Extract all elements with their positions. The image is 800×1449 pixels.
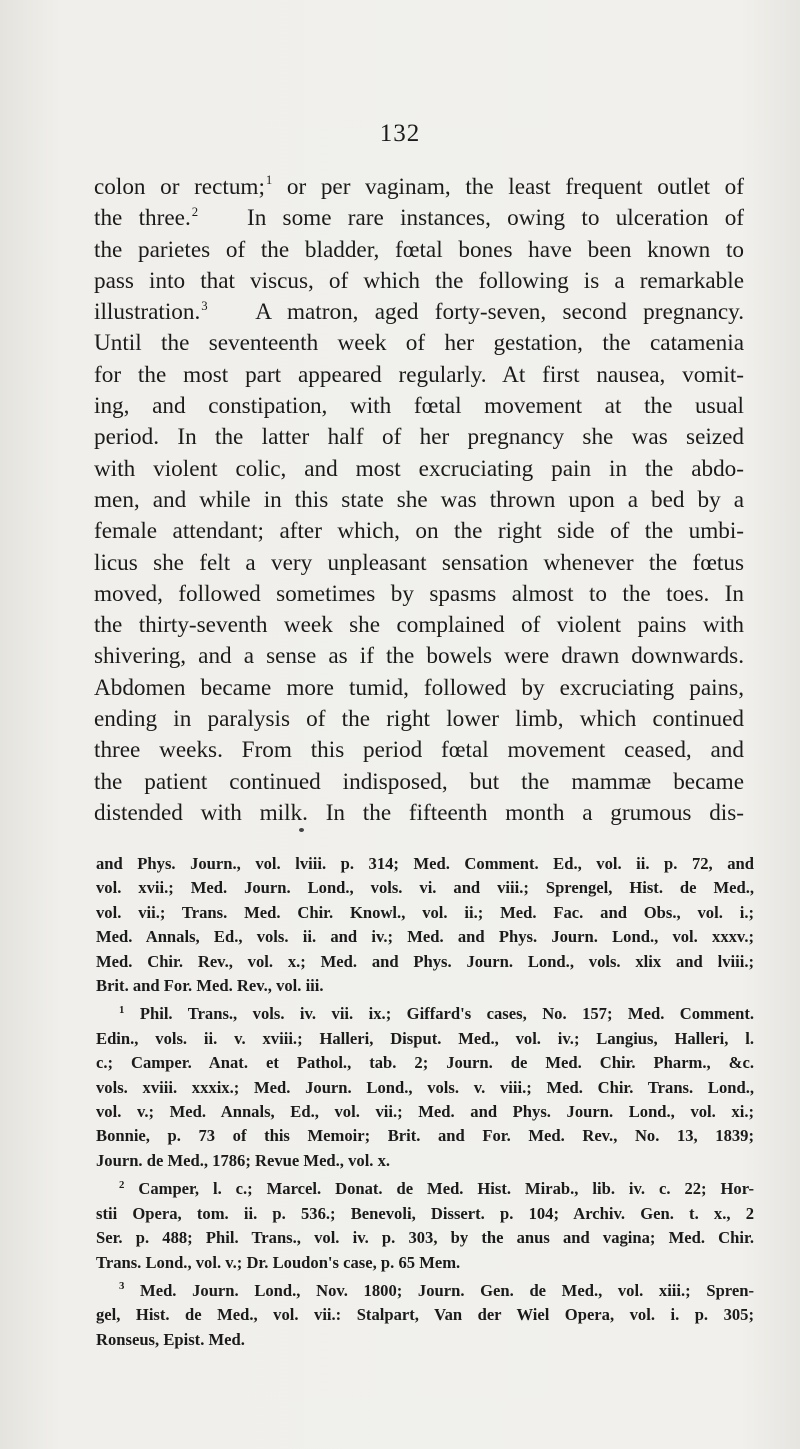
main-text: [94, 172, 744, 829]
text-line: [94, 172, 744, 203]
footnote-line: stii Opera, tom. ii. p. 536.; Benevoli, Dissert. p. 104; Archiv. Gen. t. x., 2: [96, 1203, 754, 1223]
footnote-line: [96, 1279, 754, 1303]
text-fragment: or per vaginam, the least frequent outlet of: [286, 174, 744, 200]
footnote-line: Ser. p. 488; Phil. Trans., vol. iv. p. 303, by the anus and vagina; Med. Chir.: [96, 1228, 754, 1248]
page-number: 132: [379, 120, 421, 147]
footnotes: [96, 852, 754, 1356]
footnote-text: Camper, l. c.; Marcel. Donat. de Med. Hist. Mirab., lib. iv. c. 22; Hor-: [138, 1179, 754, 1199]
footnote-1: [96, 1002, 754, 1173]
text-line: ing, and constipation, with fœtal movement at the usual: [94, 393, 744, 420]
text-fragment: illustration.: [94, 299, 201, 326]
footnote-line: vol. v.; Med. Annals, Ed., vol. vii.; Med. and Phys. Journ. Lond., vol. xi.;: [96, 1102, 754, 1122]
footnote-line: gel, Hist. de Med., vol. vii.: Stalpart, Van der Wiel Opera, vol. i. p. 305;: [96, 1305, 754, 1325]
footnote-line: vol. vii.; Trans. Med. Chir. Knowl., vol. ii.; Med. Fac. and Obs., vol. i.;: [96, 902, 754, 922]
footnote-line: Edin., vols. ii. v. xviii.; Halleri, Disput. Med., vol. iv.; Langius, Halleri, l.: [96, 1028, 754, 1048]
footnote-ref-3[interactable]: 3: [201, 298, 208, 313]
separator-dot: [299, 828, 304, 832]
footnote-line: Journ. de Med., 1786; Revue Med., vol. x.: [96, 1150, 391, 1170]
footnote-line: c.; Camper. Anat. et Pathol., tab. 2; Journ. de Med. Chir. Pharm., &c.: [96, 1053, 754, 1073]
text-line: licus she felt a very unpleasant sensation whenever the fœtus: [94, 549, 744, 576]
text-line: ending in paralysis of the right lower limb, which continued: [94, 706, 744, 733]
text-line: Until the seventeenth week of her gestation, the catamenia: [94, 330, 744, 357]
text-line: the thirty-seventh week she complained of violent pains with: [94, 612, 744, 639]
footnote-line: [96, 1002, 754, 1026]
footnote-marker: 1: [119, 1003, 125, 1016]
text-line: female attendant; after which, on the right side of the umbi-: [94, 518, 744, 545]
text-fragment: In some rare instances, owing to ulceration of: [246, 205, 745, 232]
footnote-line: and Phys. Journ., vol. lviii. p. 314; Med. Comment. Ed., vol. ii. p. 72, and: [96, 854, 754, 873]
footnote-line: Ronseus, Epist. Med.: [96, 1329, 245, 1349]
text-line: distended with milk. In the fifteenth month a grumous dis-: [94, 799, 744, 826]
footnote-text: Med. Journ. Lond., Nov. 1800; Journ. Gen. de Med., vol. xiii.; Spren-: [140, 1280, 754, 1300]
footnote-line: vols. xviii. xxxix.; Med. Journ. Lond., vols. v. viii.; Med. Chir. Trans. Lond.,: [96, 1077, 754, 1097]
footnote-continuation: [96, 852, 754, 998]
text-line: period. In the latter half of her pregnancy she was seized: [94, 424, 744, 451]
footnote-line: Med. Chir. Rev., vol. x.; Med. and Phys. Journ. Lond., vols. xlix and lviii.;: [96, 951, 754, 971]
text-line: the patient continued indisposed, but the mammæ became: [94, 768, 744, 795]
text-fragment: A matron, aged forty-seven, second pregnancy.: [255, 299, 744, 326]
footnote-line: Brit. and For. Med. Rev., vol. iii.: [96, 976, 324, 996]
text-line: [94, 203, 744, 234]
text-line: shivering, and a sense as if the bowels were drawn downwards.: [94, 643, 744, 670]
text-line: men, and while in this state she was thrown upon a bed by a: [94, 486, 744, 513]
footnote-2: [96, 1177, 754, 1275]
text-line: with violent colic, and most excruciating pain in the abdo-: [94, 455, 744, 482]
footnote-marker: 2: [119, 1178, 125, 1191]
footnote-ref-1[interactable]: 1: [265, 173, 273, 188]
footnote-ref-2[interactable]: 2: [191, 204, 199, 219]
text-line: moved, followed sometimes by spasms almost to the toes. In: [94, 580, 744, 607]
footnote-line: [96, 1177, 754, 1201]
text-line: three weeks. From this period fœtal movement ceased, and: [94, 737, 744, 764]
text-line: for the most part appeared regularly. At first nausea, vomit-: [94, 361, 744, 388]
text-line: Abdomen became more tumid, followed by excruciating pains,: [94, 674, 744, 701]
footnote-line: Med. Annals, Ed., vols. ii. and iv.; Med. and Phys. Journ. Lond., vol. xxxv.;: [96, 927, 754, 947]
footnote-3: [96, 1279, 754, 1352]
footnote-line: Trans. Lond., vol. v.; Dr. Loudon's case, p. 65 Mem.: [96, 1252, 461, 1272]
text-line: pass into that viscus, of which the following is a remarkable: [94, 267, 744, 294]
footnote-marker: 3: [119, 1280, 125, 1293]
footnote-line: vol. xvii.; Med. Journ. Lond., vols. vi. and viii.; Sprengel, Hist. de Med.,: [96, 878, 754, 898]
text-line: the parietes of the bladder, fœtal bones have been known to: [94, 236, 744, 263]
text-fragment: colon or rectum;: [94, 174, 265, 200]
text-line: [94, 297, 744, 328]
text-fragment: the three.: [94, 205, 191, 232]
footnote-text: Phil. Trans., vols. iv. vii. ix.; Giffard's cases, No. 157; Med. Comment.: [139, 1004, 754, 1024]
footnote-line: Bonnie, p. 73 of this Memoir; Brit. and For. Med. Rev., No. 13, 1839;: [96, 1126, 754, 1146]
